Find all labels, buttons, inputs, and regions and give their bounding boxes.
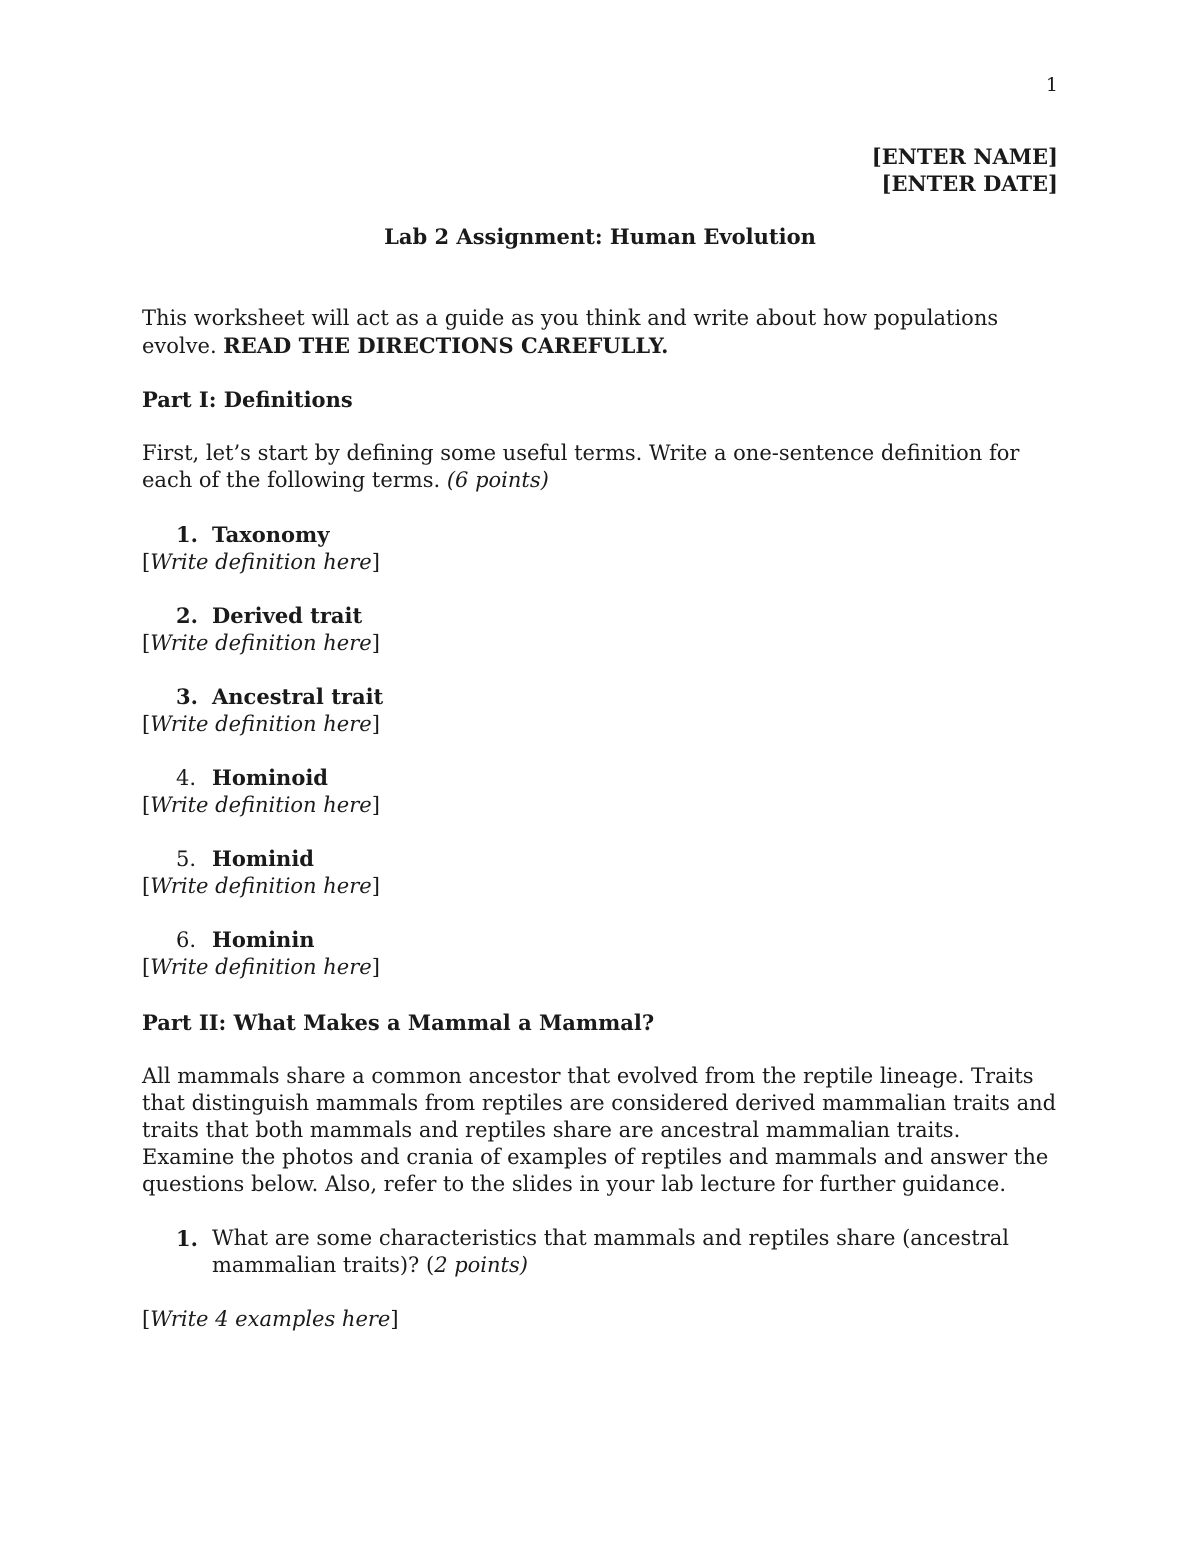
term-heading bbox=[142, 521, 1058, 549]
date-field[interactable]: [ENTER DATE] bbox=[881, 171, 1058, 196]
part2-heading: Part II: What Makes a Mammal a Mammal? bbox=[142, 1010, 655, 1035]
term-number: 2. bbox=[176, 603, 198, 628]
answer-placeholder-text[interactable]: Write 4 examples here bbox=[150, 1307, 391, 1331]
question-points: 2 points) bbox=[434, 1253, 528, 1277]
term-heading bbox=[142, 602, 1058, 630]
term-item-hominoid bbox=[142, 764, 1058, 819]
term-item-taxonomy bbox=[142, 521, 1058, 576]
part1-instructions bbox=[142, 440, 1058, 494]
definition-placeholder[interactable]: [Write definition here] bbox=[142, 631, 380, 655]
definition-placeholder-text[interactable]: Write definition here bbox=[150, 955, 372, 979]
term-name: Derived trait bbox=[212, 603, 363, 628]
part1-points: (6 points) bbox=[446, 468, 549, 492]
term-heading bbox=[142, 764, 1058, 792]
term-item-ancestral-trait bbox=[142, 683, 1058, 738]
answer-placeholder[interactable]: [Write 4 examples here] bbox=[142, 1307, 399, 1331]
term-name: Hominid bbox=[212, 846, 314, 871]
part1-instructions-text: First, let’s start by defining some useful terms. Write a one-sentence definition for each of the following terms. bbox=[142, 441, 1020, 492]
term-number: 1. bbox=[176, 522, 198, 547]
term-item-hominin bbox=[142, 926, 1058, 981]
question-1 bbox=[142, 1225, 1058, 1279]
definition-placeholder-text[interactable]: Write definition here bbox=[150, 793, 372, 817]
definition-placeholder-text[interactable]: Write definition here bbox=[150, 712, 372, 736]
intro-text: This worksheet will act as a guide as you think and write about how populations evolve. bbox=[142, 306, 999, 358]
definition-placeholder[interactable]: [Write definition here] bbox=[142, 955, 380, 979]
term-name: Hominoid bbox=[212, 765, 328, 790]
term-heading bbox=[142, 683, 1058, 711]
term-number: 5. bbox=[176, 847, 197, 871]
page-number: 1 bbox=[1045, 74, 1058, 96]
intro-paragraph bbox=[142, 305, 1058, 360]
part2-paragraph: All mammals share a common ancestor that evolved from the reptile lineage. Traits that distinguish mammals from reptiles are considered derived mammalian traits and traits that both mammals and reptiles share are ancestral mammalian traits. Examine the photos and crania of examples of reptiles and mammals and answer the questions below. Also, refer to the slides in your lab lecture for further guidance. bbox=[142, 1064, 1057, 1196]
term-name: Hominin bbox=[212, 927, 315, 952]
term-name: Ancestral trait bbox=[212, 684, 384, 709]
term-heading bbox=[142, 926, 1058, 954]
definition-placeholder[interactable]: [Write definition here] bbox=[142, 874, 380, 898]
term-item-hominid bbox=[142, 845, 1058, 900]
term-item-derived-trait bbox=[142, 602, 1058, 657]
term-number: 4. bbox=[176, 766, 197, 790]
question-text bbox=[212, 1225, 1058, 1279]
term-number: 6. bbox=[176, 928, 197, 952]
part1-heading: Part I: Definitions bbox=[142, 387, 353, 412]
document-title: Lab 2 Assignment: Human Evolution bbox=[384, 224, 816, 249]
name-field[interactable]: [ENTER NAME] bbox=[871, 144, 1058, 169]
definition-placeholder[interactable]: [Write definition here] bbox=[142, 712, 380, 736]
definition-placeholder-text[interactable]: Write definition here bbox=[150, 631, 372, 655]
definition-placeholder-text[interactable]: Write definition here bbox=[150, 874, 372, 898]
question-number: 1. bbox=[176, 1226, 198, 1251]
header-fields bbox=[872, 143, 1058, 197]
term-number: 3. bbox=[176, 684, 198, 709]
definition-placeholder[interactable]: [Write definition here] bbox=[142, 793, 380, 817]
intro-emphasis: READ THE DIRECTIONS CAREFULLY. bbox=[223, 333, 669, 358]
definition-placeholder[interactable]: [Write definition here] bbox=[142, 550, 380, 574]
term-heading bbox=[142, 845, 1058, 873]
question-text-body: What are some characteristics that mammals and reptiles share (ancestral mammalian traits)? ( bbox=[212, 1226, 1009, 1277]
term-name: Taxonomy bbox=[212, 522, 330, 547]
definition-placeholder-text[interactable]: Write definition here bbox=[150, 550, 372, 574]
